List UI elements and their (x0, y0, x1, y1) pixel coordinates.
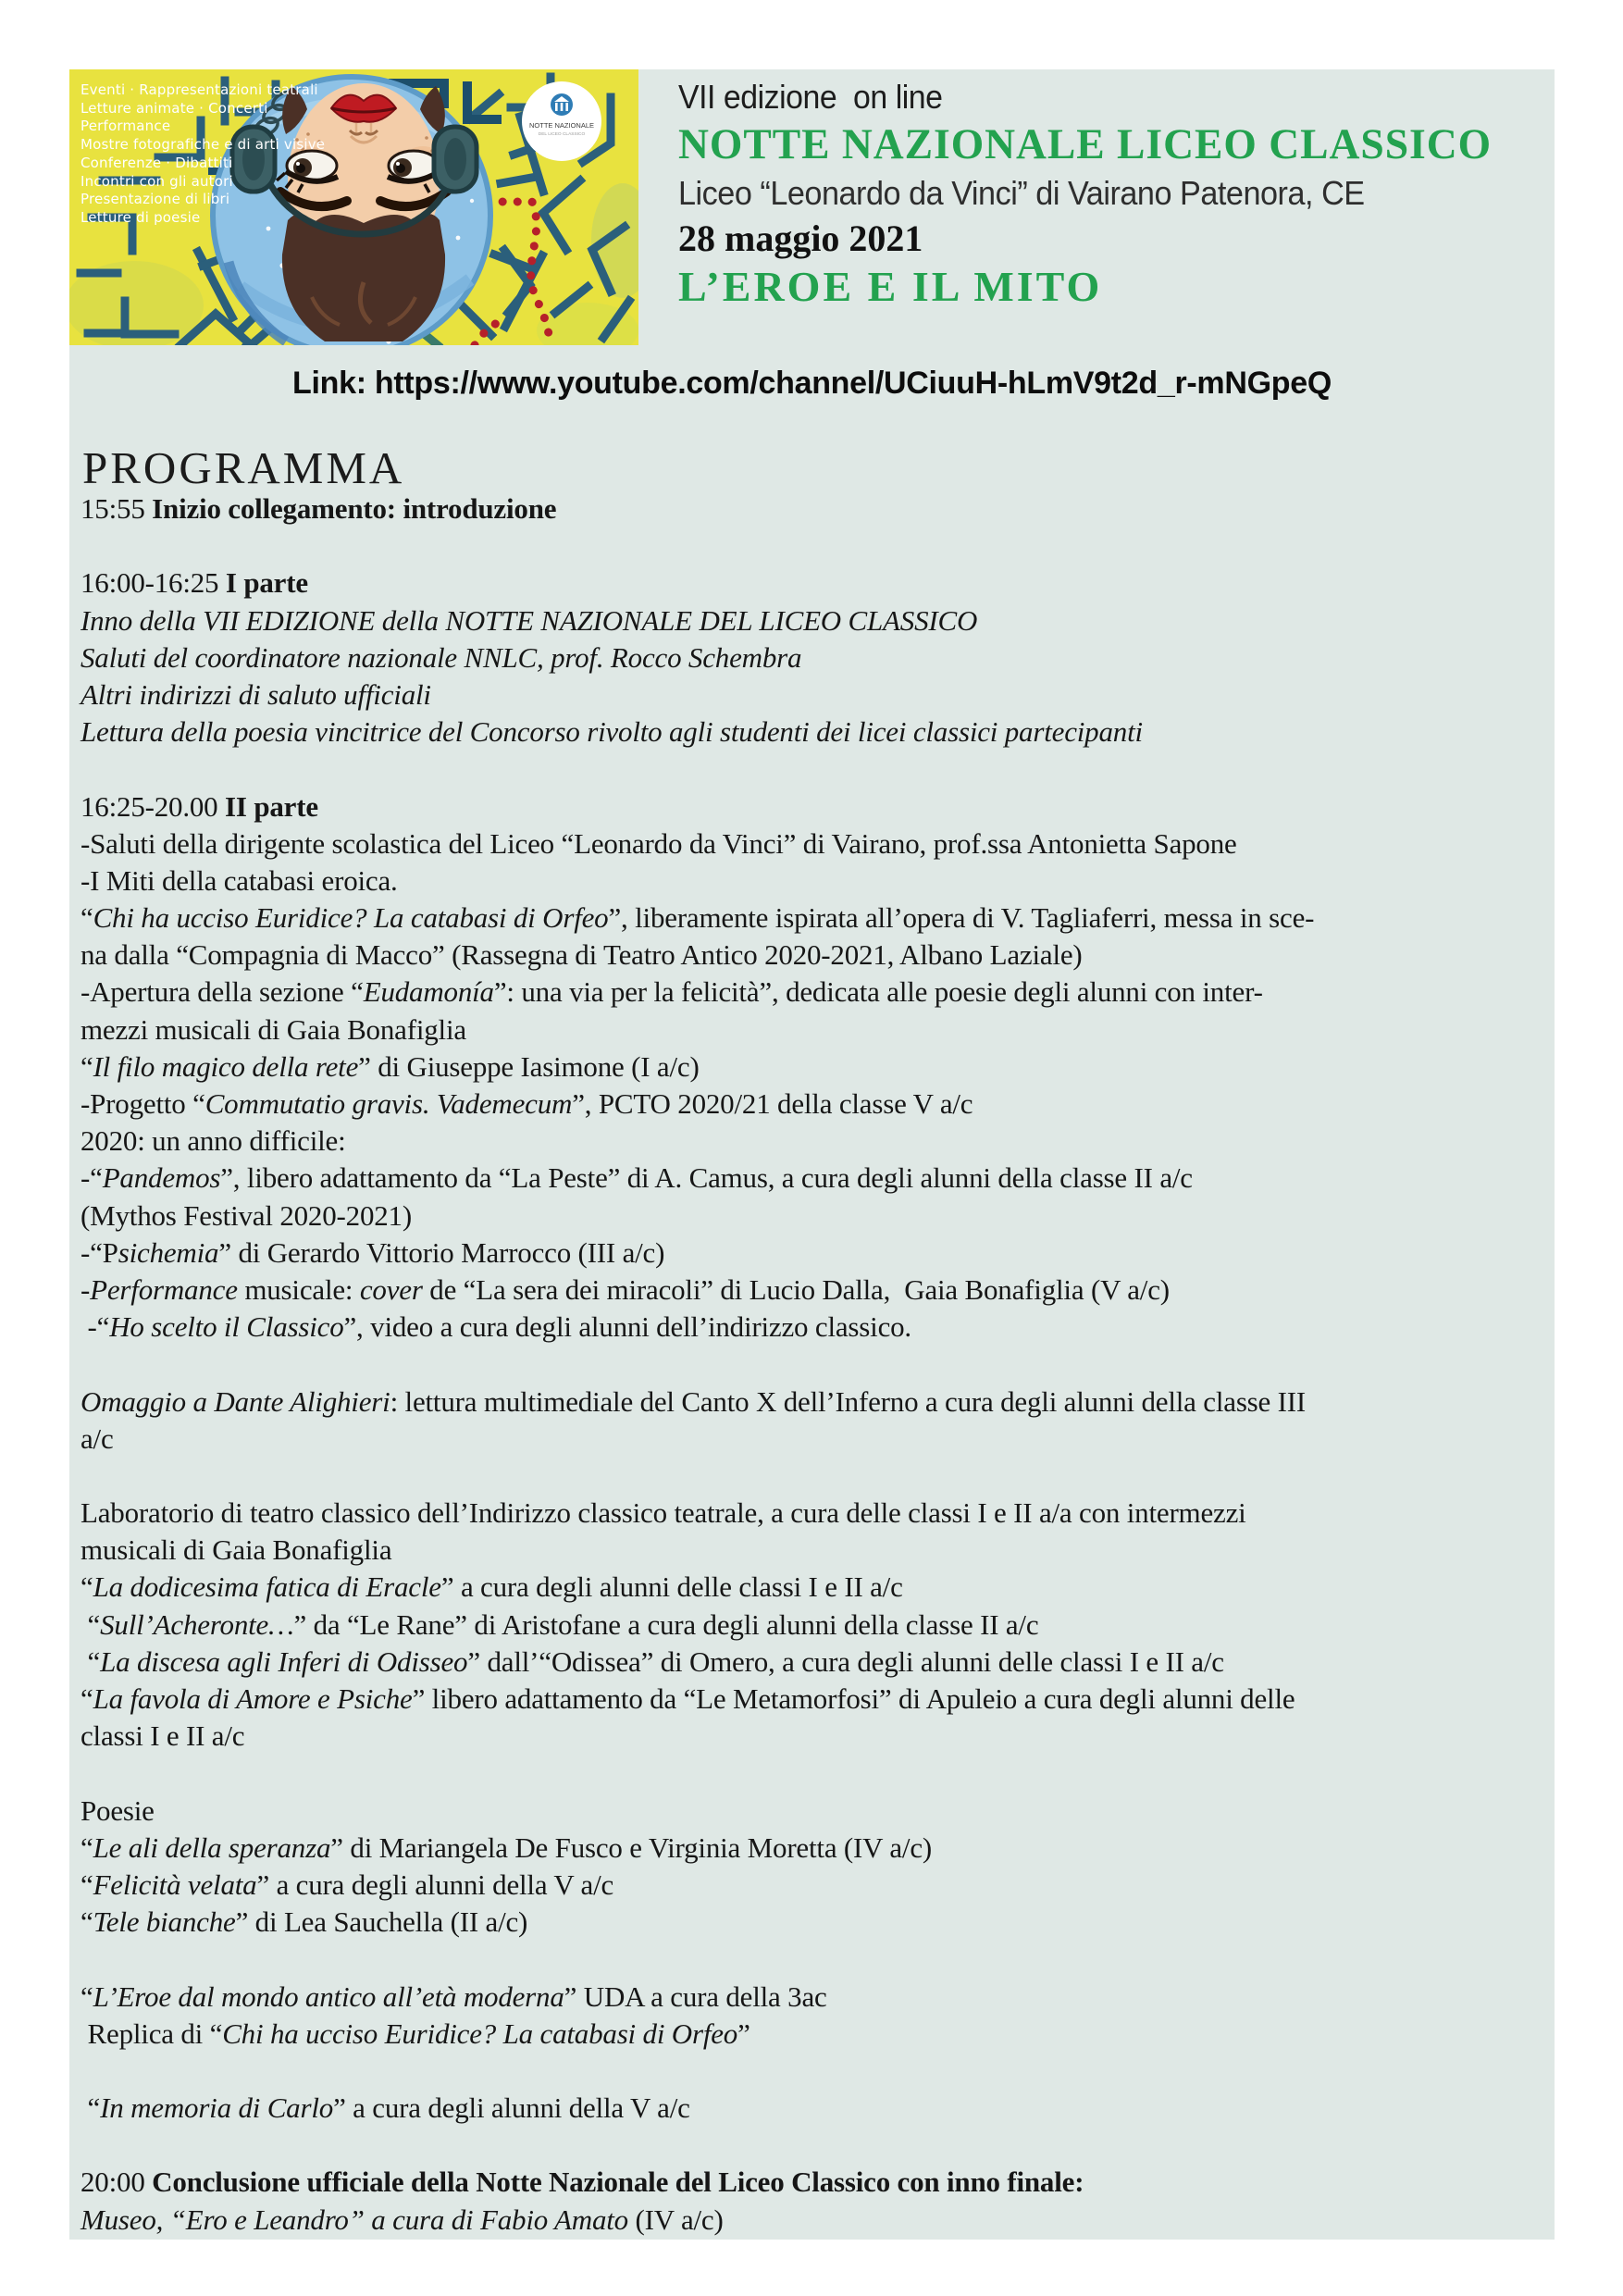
program-line (81, 1495, 1547, 1532)
text-run: Chi ha ucciso Euridice? La catabasi di Orfeo (222, 2017, 738, 2050)
text-run: Ho scelto il Classico (109, 1310, 344, 1344)
program-spacer (81, 2127, 1547, 2164)
text-run: sichemia (118, 1235, 219, 1269)
text-run: La favola di Amore e Psiche (93, 1682, 413, 1715)
program-line (81, 1607, 1547, 1644)
text-run: ” di Lea Sauchella (II a/c) (235, 1905, 528, 1939)
poster-event-line: Incontri con gli autori (81, 172, 233, 190)
program-line (81, 2164, 1547, 2201)
event-theme: L’EROE E IL MITO (678, 263, 1103, 310)
event-title: NOTTE NAZIONALE LICEO CLASSICO (678, 120, 1493, 168)
text-run: ” (737, 2017, 750, 2050)
text-run: ” da “Le Rane” di Aristofane a cura degli alunni della classe II a/c (293, 1607, 1039, 1641)
text-run: 16:00-16:25 (81, 566, 226, 600)
text-run: (IV a/c) (635, 2203, 724, 2236)
program-line (81, 639, 1547, 676)
text-run: L’Eroe dal mondo antico all’età moderna (93, 1980, 564, 2013)
text-run: Il filo magico della rete (93, 1049, 359, 1083)
text-run: ” a cura degli alunni della V a/c (256, 1868, 614, 1901)
text-run: I parte (225, 566, 308, 600)
text-run: Sull’Acheronte… (100, 1607, 294, 1641)
program-line (81, 1123, 1547, 1160)
text-run: ” di Mariangela De Fusco e Virginia Moretta (IV a/c) (330, 1831, 933, 1864)
text-run: ”, liberamente ispirata all’opera di V. Tagliaferri, messa in sce- (608, 901, 1315, 935)
text-run: -Progetto “ (81, 1087, 205, 1120)
program-spacer (81, 527, 1547, 565)
text-run: (Mythos Festival 2020-2021) (81, 1198, 412, 1232)
text-run: Saluti del coordinatore nazionale NNLC, prof. Rocco Schembra (81, 640, 802, 674)
text-run: -“ (81, 1161, 103, 1195)
text-run: -I Miti della catabasi eroica. (81, 863, 398, 897)
program-line (81, 490, 1547, 527)
text-run: In memoria di Carlo (100, 2091, 334, 2125)
youtube-link[interactable]: Link: https://www.youtube.com/channel/UCiuuH-hLmV9t2d_r-mNGpeQ (292, 366, 1332, 401)
program-line (81, 2016, 1547, 2053)
program-line (81, 1235, 1547, 1272)
program-line (81, 1532, 1547, 1569)
text-run: ” di Gerardo Vittorio Marrocco (III a/c) (218, 1235, 665, 1269)
text-run: -“ (81, 1310, 110, 1344)
poster-event-line: Letture di poesie (81, 208, 201, 226)
program-line (81, 937, 1547, 974)
program-line (81, 1793, 1547, 1830)
text-run: Felicità velata (93, 1868, 257, 1901)
program-line (81, 1644, 1547, 1681)
text-run: La dodicesima fatica di Eracle (93, 1570, 441, 1604)
poster-event-list (81, 81, 325, 228)
text-run: Eudamonía (363, 975, 494, 1009)
text-run: -“P (81, 1235, 118, 1269)
text-run: ” di Giuseppe Iasimone (I a/c) (358, 1049, 700, 1083)
text-run: Chi ha ucciso Euridice? La catabasi di Orfeo (93, 901, 609, 935)
text-run: - (81, 1272, 91, 1306)
text-run: ” UDA a cura della 3ac (564, 1980, 827, 2013)
program-line (81, 1718, 1547, 1755)
text-run: musicale: (237, 1272, 360, 1306)
poster-event-line: Performance (81, 118, 171, 135)
program-line (81, 1569, 1547, 1606)
text-run: ” a cura degli alunni delle classi I e II a/c (440, 1570, 903, 1604)
program-line (81, 1830, 1547, 1867)
program-line (81, 1049, 1547, 1086)
text-run: Performance (90, 1272, 238, 1306)
program-line (81, 900, 1547, 937)
text-run: Lettura della poesia vincitrice del Concorso rivolto agli studenti dei licei classici partecipanti (81, 715, 1143, 749)
text-run: Museo, “Ero e Leandro” a cura di Fabio Amato (81, 2203, 636, 2236)
text-run: Omaggio a Dante Alighieri (81, 1384, 390, 1418)
program-line (81, 1272, 1547, 1309)
text-run: ” libero adattamento da “Le Metamorfosi” di Apuleio a cura degli alunni delle (412, 1682, 1295, 1715)
program-line (81, 676, 1547, 714)
text-run: La discesa agli Inferi di Odisseo (100, 1644, 468, 1678)
program-line (81, 863, 1547, 900)
text-run: ”, video a cura degli alunni dell’indirizzo classico. (343, 1310, 911, 1344)
text-run: : lettura multimediale del Canto X dell’Inferno a cura degli alunni della classe III (390, 1384, 1307, 1418)
program-line (81, 1421, 1547, 1458)
logo-line1: NOTTE NAZIONALE (528, 121, 595, 130)
program-line (81, 602, 1547, 639)
program-line (81, 1867, 1547, 1904)
text-run: “ (81, 1644, 101, 1678)
program-line (81, 1384, 1547, 1421)
text-run: musicali di Gaia Bonafiglia (81, 1533, 392, 1567)
header-title-block (678, 77, 1557, 312)
text-run: “ (81, 1682, 93, 1715)
text-run: ”, PCTO 2020/21 della classe V a/c (572, 1087, 973, 1120)
text-run: Poesie (81, 1793, 155, 1827)
logo-line2: DEL LICEO CLASSICO (538, 132, 586, 137)
program-list (81, 490, 1547, 2239)
text-run: Altri indirizzi di saluto ufficiali (81, 677, 431, 711)
text-run: Tele bianche (93, 1905, 236, 1939)
poster-event-line: Mostre fotografiche e di arti visive (81, 136, 326, 154)
poster-event-line: Presentazione di libri (81, 191, 230, 208)
school-name: Liceo “Leonardo da Vinci” di Vairano Patenora, CE (678, 174, 1365, 212)
program-line (81, 2090, 1547, 2127)
text-run: 16:25-20.00 (81, 789, 226, 823)
program-spacer (81, 1346, 1547, 1383)
text-run: ”, libero adattamento da “La Peste” di A. Camus, a cura degli alunni della classe II a/c (220, 1161, 1193, 1195)
program-spacer (81, 1941, 1547, 1978)
text-run: Le ali della speranza (93, 1831, 331, 1864)
text-run: “ (81, 1831, 93, 1864)
text-run: ” dall’“Odissea” di Omero, a cura degli alunni delle classi I e II a/c (467, 1644, 1224, 1678)
program-line (81, 1086, 1547, 1123)
program-line (81, 825, 1547, 863)
text-run: Conclusione ufficiale della Notte Nazionale del Liceo Classico con inno finale: (152, 2166, 1084, 2199)
edition-line: VII edizione on line (678, 78, 943, 116)
text-run: classi I e II a/c (81, 1719, 245, 1753)
program-line (81, 2202, 1547, 2239)
poster-illustration (69, 69, 638, 345)
program-line (81, 1309, 1547, 1346)
text-run: Pandemos (102, 1161, 221, 1195)
program-spacer (81, 1755, 1547, 1792)
text-run: -Apertura della sezione “ (81, 975, 364, 1009)
program-spacer (81, 751, 1547, 788)
text-run: “ (81, 1980, 93, 2013)
text-run: mezzi musicali di Gaia Bonafiglia (81, 1012, 466, 1046)
program-line (81, 1160, 1547, 1197)
program-line (81, 788, 1547, 825)
text-run: Inno della VII EDIZIONE della NOTTE NAZIONALE DEL LICEO CLASSICO (81, 603, 978, 637)
program-spacer (81, 1458, 1547, 1495)
text-run: ”: una via per la felicità”, dedicata alle poesie degli alunni con inter- (493, 975, 1263, 1009)
program-line (81, 565, 1547, 602)
text-run: Inizio collegamento: introduzione (152, 492, 557, 525)
poster-event-line: Eventi · Rappresentazioni teatrali (81, 81, 318, 98)
program-line (81, 1979, 1547, 2016)
nnlc-logo (522, 81, 601, 161)
text-run: Replica di “ (81, 2017, 223, 2050)
text-run: a/c (81, 1421, 114, 1455)
text-run: na dalla “Compagnia di Macco” (Rassegna di Teatro Antico 2020-2021, Albano Laziale) (81, 938, 1083, 972)
program-line (81, 714, 1547, 751)
program-line (81, 974, 1547, 1011)
event-date: 28 maggio 2021 (678, 217, 923, 259)
poster-event-line: Conferenze · Dibattiti (81, 154, 233, 171)
text-run: Commutatio gravis. Vademecum (204, 1087, 573, 1120)
text-run: Laboratorio di teatro classico dell’Indirizzo classico teatrale, a cura delle classi I e II a/a con intermezzi (81, 1496, 1246, 1530)
text-run: 15:55 (81, 492, 153, 525)
poster-event-line: Letture animate · Concerti (81, 99, 268, 117)
text-run: “ (81, 1049, 93, 1083)
text-run: 2020: un anno difficile: (81, 1124, 346, 1158)
program-heading: PROGRAMMA (82, 442, 405, 493)
text-run: -Saluti della dirigente scolastica del Liceo “Leonardo da Vinci” di Vairano, prof.ssa Antonietta Sapone (81, 826, 1237, 860)
text-run: “ (81, 1607, 101, 1641)
text-run: 20:00 (81, 2166, 153, 2199)
text-run: de “La sera dei miracoli” di Lucio Dalla, Gaia Bonafiglia (V a/c) (422, 1272, 1170, 1306)
program-line (81, 1904, 1547, 1941)
text-run: “ (81, 2091, 101, 2125)
program-line (81, 1681, 1547, 1718)
program-line (81, 1011, 1547, 1049)
text-run: “ (81, 901, 93, 935)
flyer-content (69, 69, 1555, 2240)
text-run: II parte (225, 789, 318, 823)
text-run: ” a cura degli alunni della V a/c (333, 2091, 690, 2125)
text-run: cover (359, 1272, 423, 1306)
program-spacer (81, 2053, 1547, 2090)
program-line (81, 1198, 1547, 1235)
text-run: “ (81, 1868, 93, 1901)
text-run: “ (81, 1905, 93, 1939)
text-run: “ (81, 1570, 93, 1604)
